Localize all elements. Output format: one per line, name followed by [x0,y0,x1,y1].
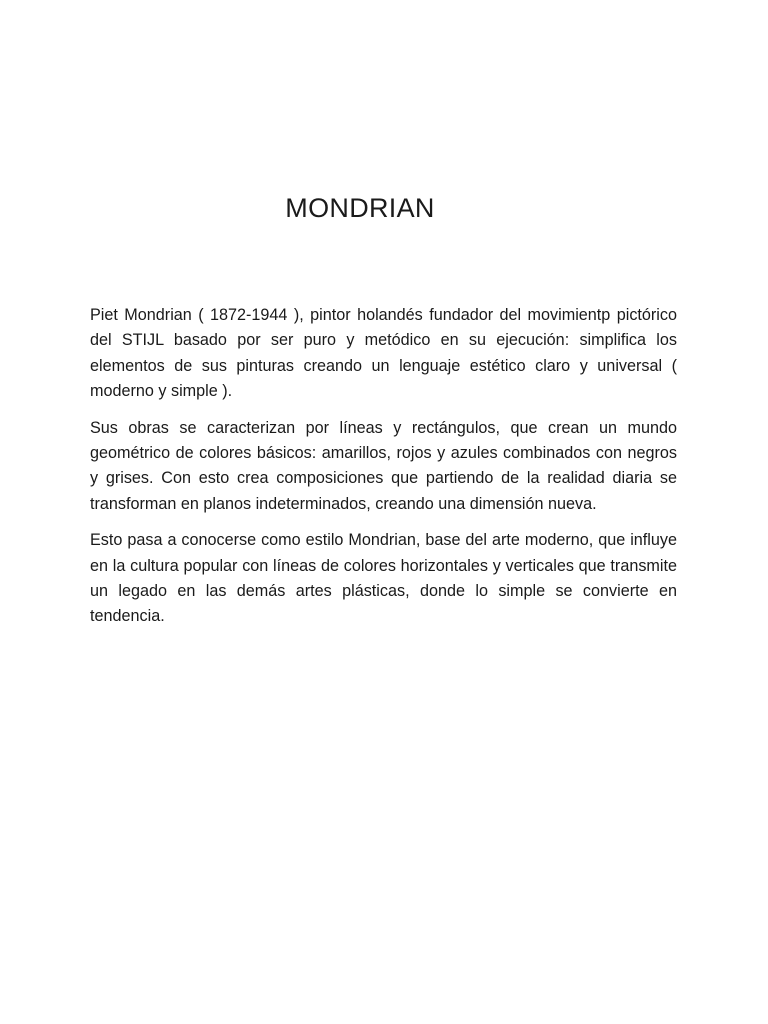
document-title: MONDRIAN [285,193,435,223]
paragraph-1: Piet Mondrian ( 1872-1944 ), pintor holandés fundador del movimientp pictórico del STIJL basado por ser puro y metódico en su ejecución: simplifica los elementos de sus pinturas creando un lenguaje estético claro y universal ( moderno y simple ). [90,306,677,401]
paragraph-2: Sus obras se caracterizan por líneas y rectángulos, que crean un mundo geométrico de colores básicos: amarillos, rojos y azules combinados con negros y grises. Con esto crea composiciones que partiendo de la realidad diaria se transforman en planos indeterminados, creando una dimensión nueva. [90,418,677,513]
document-body [90,303,677,641]
paragraph-3: Esto pasa a conocerse como estilo Mondrian, base del arte moderno, que influye en la cultura popular con líneas de colores horizontales y verticales que transmite un legado en las demás artes plásticas, donde lo simple se convierte en tendencia. [90,531,677,626]
